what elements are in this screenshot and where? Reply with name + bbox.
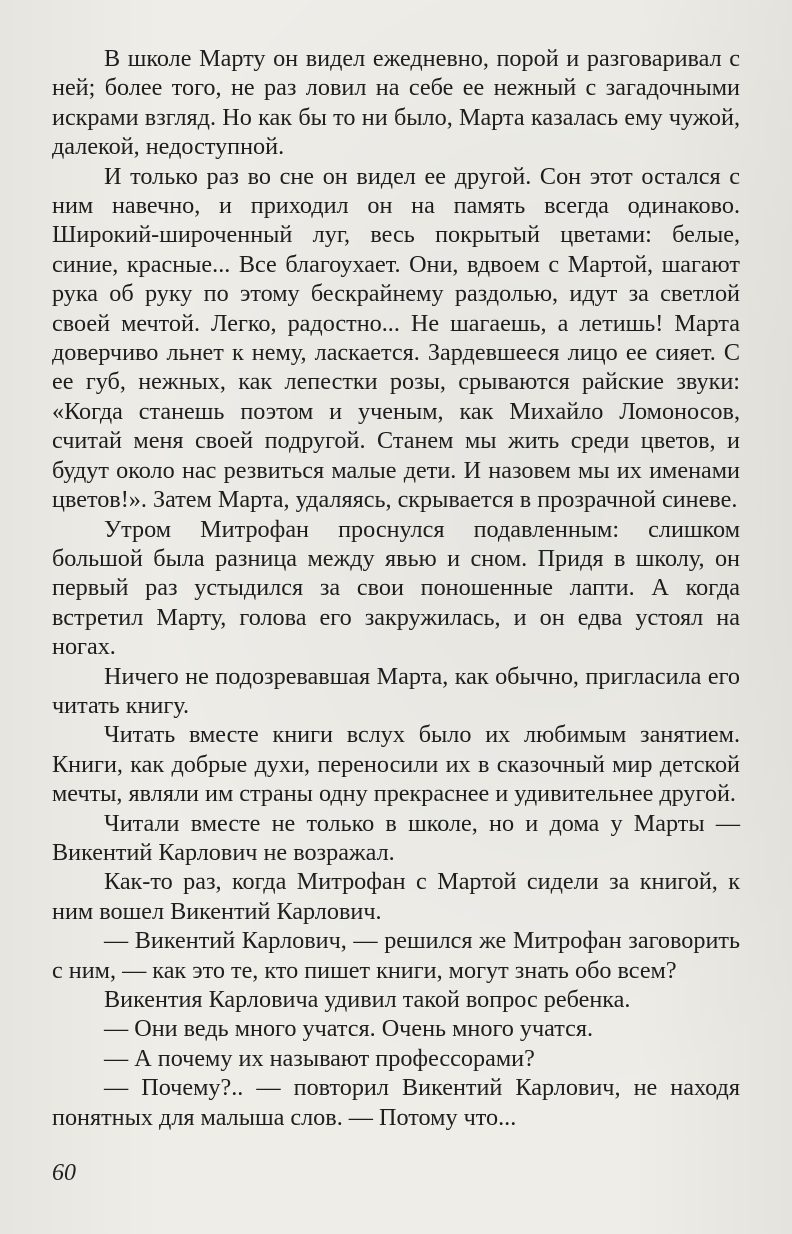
paragraph: — Викентий Карлович, — решился же Митрофан заговорить с ним, — как это те, кто пишет книги, могут знать обо всем?	[52, 927, 740, 984]
paragraph: Викентия Карловича удивил такой вопрос ребенка.	[104, 986, 631, 1013]
paragraph: И только раз во сне он видел ее другой. Сон этот остался с ним навечно, и приходил он на память всегда одинаково. Широкий-широченный луг, весь покрытый цветами: белые, синие, красные... Все благоухает. Они, вдвоем с Мартой, шагают рука об руку по этому бескрайнему раздолью, идут за светлой своей мечтой. Легко, радостно... Не шагаешь, а летишь! Марта доверчиво льнет к нему, ласкается. Зардевшееся лицо ее сияет. С ее губ, нежных, как лепестки розы, срываются райские звуки: «Когда станешь поэтом и ученым, как Михайло Ломоносов, считай меня своей подругой. Станем мы жить среди цветов, и будут около нас резвиться малые дети. И назовем мы их именами цветов!». Затем Марта, удаляясь, скрывается в прозрачной синеве.	[52, 162, 740, 514]
paragraph: Утром Митрофан проснулся подавленным: слишком большой была разница между явью и сном. Придя в школу, он первый раз устыдился за свои поношенные лапти. А когда встретил Марту, голова его закружилась, и он едва устоял на ногах.	[52, 515, 740, 661]
paragraph: В школе Марту он видел ежедневно, порой и разговаривал с ней; более того, не раз ловил на себе ее нежный с загадочными искрами взгляд. Но как бы то ни было, Марта казалась ему чужой, далекой, недоступной.	[52, 45, 740, 161]
paragraph: Читать вместе книги вслух было их любимым занятием. Книги, как добрые духи, переносили их в сказочный мир детской мечты, являли им страны одну прекраснее и удивительнее другой.	[52, 721, 740, 808]
paragraph: — Почему?.. — повторил Викентий Карлович, не находя понятных для малыша слов. — Потому что...	[52, 1074, 740, 1131]
paragraph: — А почему их называют профессорами?	[104, 1044, 535, 1072]
paragraph: Ничего не подозревавшая Марта, как обычно, пригласила его читать книгу.	[52, 662, 740, 719]
paragraph: — Они ведь много учатся. Очень много учатся.	[104, 1015, 594, 1043]
paragraph: Как-то раз, когда Митрофан с Мартой сидели за книгой, к ним вошел Викентий Карлович.	[52, 868, 740, 925]
paragraph: Читали вместе не только в школе, но и дома у Марты — Викентий Карлович не возражал.	[52, 809, 740, 866]
page-number: 60	[52, 1160, 76, 1186]
page-text	[52, 44, 740, 1132]
